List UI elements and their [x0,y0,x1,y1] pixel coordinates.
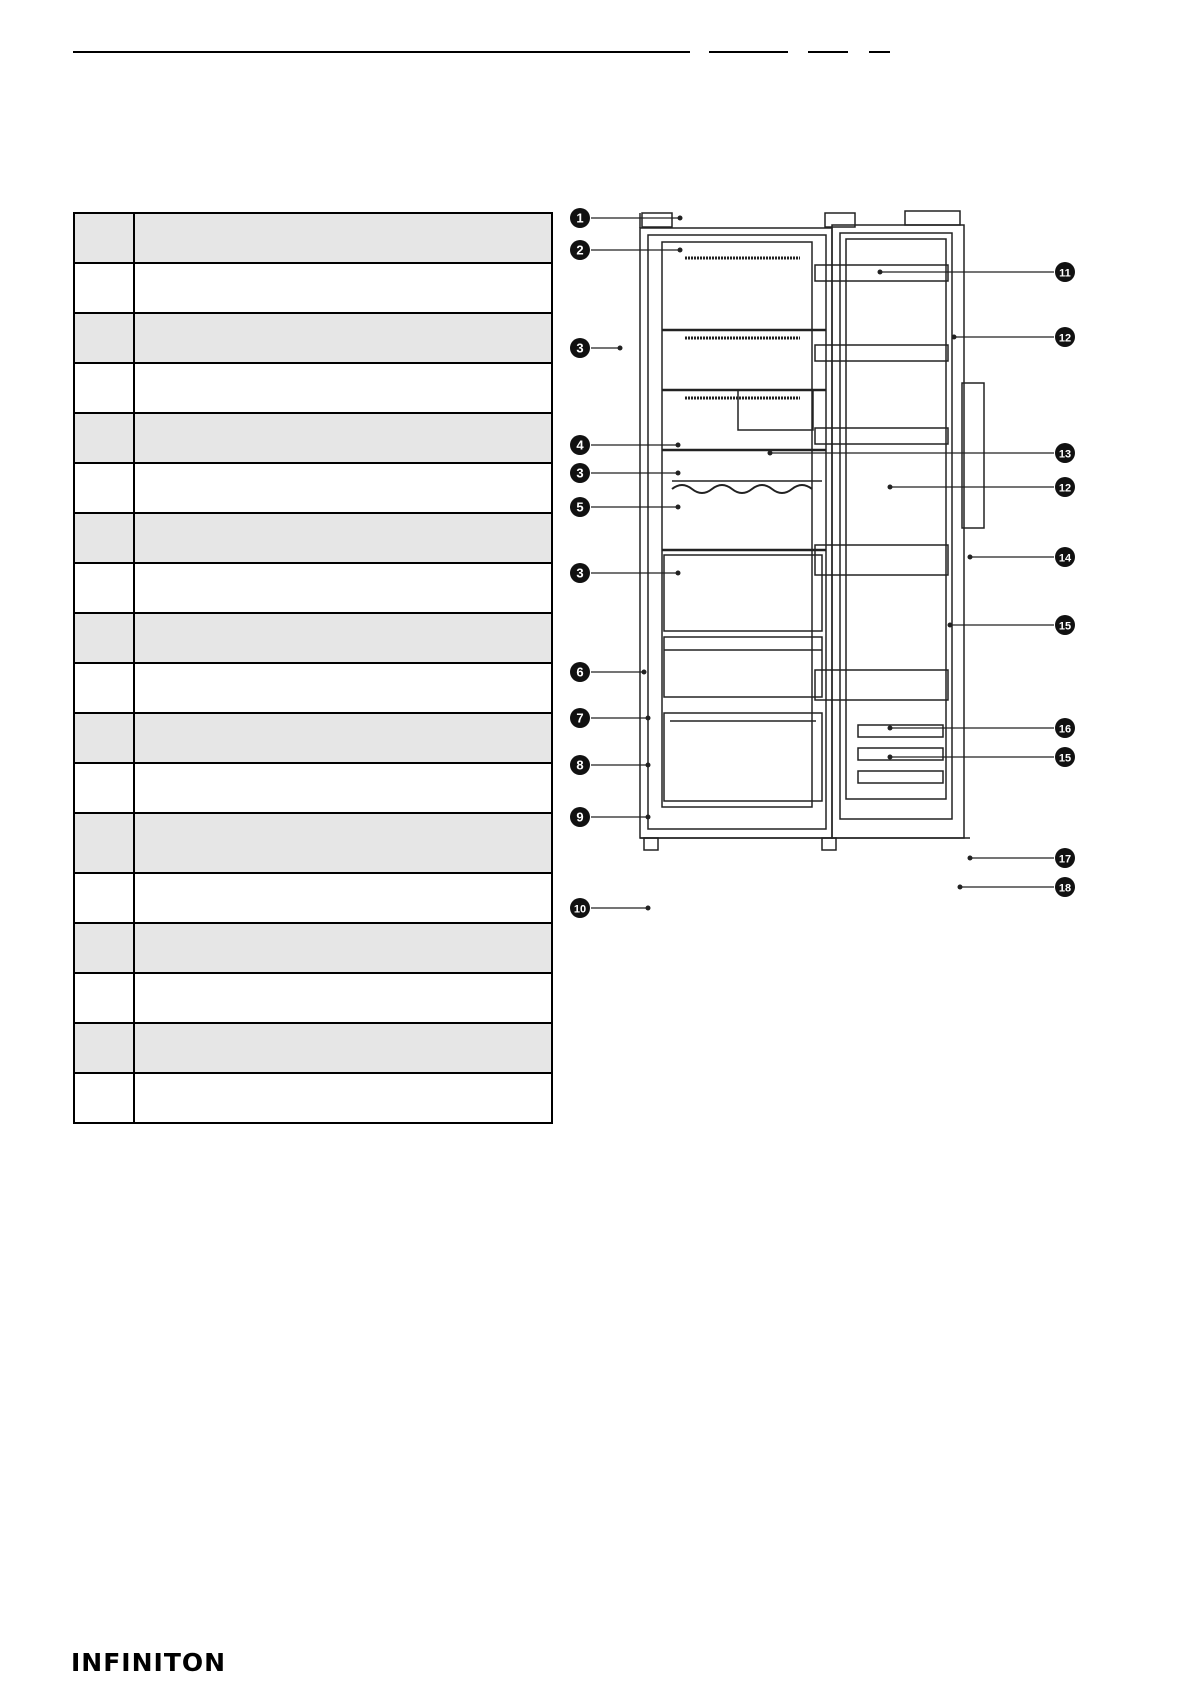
part-label-cell [134,213,552,263]
table-row [74,1023,552,1073]
fridge-diagram [560,205,1100,925]
callout-number: 18 [1058,882,1072,895]
door-body [832,225,964,838]
header-rule [869,51,890,53]
callout-number: 12 [1058,332,1072,345]
callout-number: 11 [1059,267,1071,280]
callout-number: 7 [576,710,584,726]
table-row [74,973,552,1023]
table-row [74,1073,552,1123]
brand-logo: INFINITON [71,1648,227,1677]
callout-number: 4 [576,437,584,453]
part-number-cell [74,463,134,513]
part-number-cell [74,563,134,613]
cabinet-body [640,228,832,838]
callout-anchor-dot [646,716,651,721]
part-number-cell [74,263,134,313]
callout-anchor-dot [952,335,957,340]
callout-number: 6 [576,664,584,680]
callout-anchor-dot [676,505,681,510]
callout-number: 13 [1058,448,1072,461]
callout-number: 3 [576,565,584,581]
header-rule [808,51,848,53]
part-label-cell [134,713,552,763]
table-row [74,213,552,263]
door-bin [815,545,948,575]
callout-anchor-dot [676,471,681,476]
callout-anchor-dot [968,856,973,861]
part-label-cell [134,663,552,713]
part-number-cell [74,513,134,563]
part-label-cell [134,463,552,513]
callout-anchor-dot [678,216,683,221]
callout-number: 14 [1058,552,1072,565]
part-number-cell [74,413,134,463]
door-bin [815,345,948,361]
callout-number: 12 [1058,482,1072,495]
callout-anchor-dot [878,270,883,275]
callout-number: 15 [1058,752,1072,765]
callout-number: 9 [576,809,584,825]
part-label-cell [134,513,552,563]
table-row [74,413,552,463]
part-number-cell [74,873,134,923]
callout-number: 1 [576,210,584,226]
part-number-cell [74,763,134,813]
callout-number: 10 [573,903,587,916]
part-number-cell [74,1023,134,1073]
callout-anchor-dot [642,670,647,675]
table-row [74,313,552,363]
part-number-cell [74,363,134,413]
part-label-cell [134,763,552,813]
part-number-cell [74,313,134,363]
part-label-cell [134,313,552,363]
callout-anchor-dot [678,248,683,253]
callout-number: 2 [576,242,584,258]
door-bin [815,670,948,700]
callout-anchor-dot [676,443,681,448]
part-number-cell [74,663,134,713]
callout-anchor-dot [888,755,893,760]
callout-anchor-dot [968,555,973,560]
table-row [74,663,552,713]
part-label-cell [134,263,552,313]
callout-anchor-dot [888,726,893,731]
table-row [74,463,552,513]
callout-number: 3 [576,465,584,481]
header-rule [709,51,788,53]
callout-number: 5 [576,499,584,515]
callout-anchor-dot [948,623,953,628]
callout-number: 3 [576,340,584,356]
part-label-cell [134,563,552,613]
callout-anchor-dot [646,763,651,768]
part-number-cell [74,923,134,973]
parts-table-body [74,213,552,1123]
table-row [74,923,552,973]
callout-anchor-dot [888,485,893,490]
callout-anchor-dot [768,451,773,456]
table-row [74,763,552,813]
part-label-cell [134,1073,552,1123]
header-rule [73,51,690,53]
callout-anchor-dot [646,815,651,820]
part-label-cell [134,363,552,413]
part-number-cell [74,1073,134,1123]
part-label-cell [134,813,552,873]
callout-number: 17 [1058,853,1072,866]
part-label-cell [134,923,552,973]
crisper-drawer-top [664,637,822,697]
part-label-cell [134,413,552,463]
callout-anchor-dot [646,906,651,911]
callout-number: 16 [1058,723,1072,736]
table-row [74,813,552,873]
part-label-cell [134,613,552,663]
part-number-cell [74,613,134,663]
part-label-cell [134,873,552,923]
part-label-cell [134,973,552,1023]
part-number-cell [74,213,134,263]
callout-anchor-dot [676,571,681,576]
parts-table [73,212,553,1124]
table-row [74,513,552,563]
callout-anchor-dot [958,885,963,890]
crisper-drawer-bottom [664,713,822,801]
callout-number: 15 [1058,620,1072,633]
table-row [74,713,552,763]
callout-anchor-dot [618,346,623,351]
table-row [74,563,552,613]
table-row [74,873,552,923]
door-handle [962,383,984,528]
part-number-cell [74,813,134,873]
part-number-cell [74,713,134,763]
callout-number: 8 [576,757,584,773]
part-label-cell [134,1023,552,1073]
door-bin [815,428,948,444]
table-row [74,363,552,413]
table-row [74,263,552,313]
table-row [74,613,552,663]
part-number-cell [74,973,134,1023]
